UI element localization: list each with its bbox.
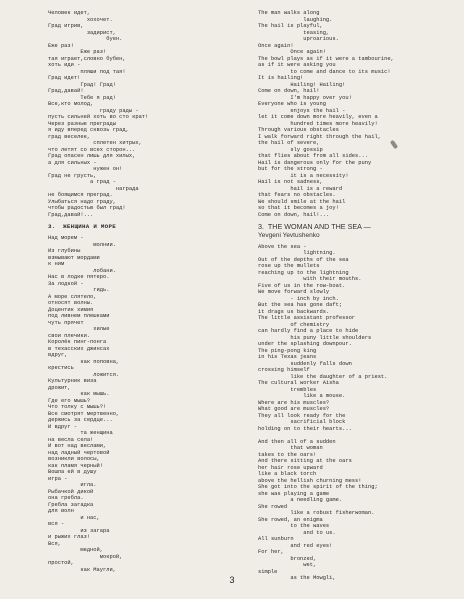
poem-line: She rowed [258, 503, 288, 510]
poem-line: She got into the spirit of the thing; [258, 484, 378, 490]
english-poem-hail [258, 10, 448, 218]
poem-line: And there sitting at the oars [258, 458, 352, 464]
poem-line: to come and dance to its music! [258, 68, 391, 75]
poem-line: But the sea has gone daft; [258, 302, 343, 308]
poem-line: хоть иди - [48, 62, 81, 68]
poem-line: а град - [48, 179, 116, 185]
english-poem-heading: 3. THE WOMAN AND THE SEA — [258, 222, 371, 231]
poem-line: Through various obstacles [258, 127, 339, 133]
poem-line: She rowed, an enigma [258, 516, 323, 523]
poem-line: above the hellish churning mess! [258, 477, 362, 484]
poem-line: Гребла загадка [48, 501, 94, 508]
poem-line: Град опасен лишь для хилых, [48, 153, 136, 159]
poem-line: Five of us in the row-boat. [258, 282, 346, 289]
poem-line: rose up the mullets [258, 263, 320, 269]
poem-line: мокрой, [48, 553, 123, 560]
poem-line: Все смотрят мертвенно, [48, 410, 120, 417]
poem-line: к ним [48, 261, 65, 267]
poem-line: uproarious. [258, 36, 339, 42]
poem-line: лобани. [48, 267, 116, 274]
poem-line: Hail is not sadness, [258, 179, 323, 185]
poem-line: hundred times more heavily! [258, 120, 378, 127]
poem-line: can hardly find a place to hide [258, 328, 359, 334]
poem-line: пусть сильней хоть во сто крат! [48, 114, 149, 120]
poem-line: она гребла. [48, 495, 84, 501]
poem-line: laughing. [258, 16, 333, 23]
poem-line: а для сильных - [48, 159, 97, 166]
poem-line: Град не грусть, [48, 172, 97, 179]
poem-line: я иду вперед сквозь град, [48, 127, 129, 133]
poem-line: that woman [258, 445, 323, 451]
poem-line: she was playing a game [258, 490, 330, 497]
poem-line: It is hailing! [258, 75, 304, 81]
poem-line: that flies about from all sides... [258, 153, 368, 159]
poem-line: Тебе я рад! [48, 94, 116, 101]
poem-line: пляши под тая! [48, 68, 126, 75]
poem-line: For her, [258, 549, 284, 555]
poem-line: Над морем - [48, 235, 84, 241]
poem-line: that fears no obstacles. [258, 192, 336, 198]
poem-line: свои плечики. [48, 332, 91, 339]
poem-line: to the waves [258, 523, 330, 529]
poem-line: like a black torch [258, 471, 317, 477]
poem-line: sly gossip [258, 146, 323, 153]
poem-line: We move forward slowly [258, 289, 330, 295]
poem-line: и нас, [48, 514, 100, 521]
poem-line: За лодкой - [48, 280, 84, 287]
poem-line: takes to the oars! [258, 451, 317, 458]
poem-line: simple [258, 568, 278, 575]
poem-line: на весла села! [48, 436, 94, 443]
english-column [258, 10, 448, 582]
poem-line: Out of the depths of the sea [258, 256, 349, 263]
poem-line: hail is a reward [258, 185, 343, 192]
poem-line: reaching up to the lightning [258, 269, 349, 276]
poem-line: игра - [48, 475, 68, 482]
poem-line: крестись [48, 365, 74, 371]
poem-line: Where are his muscles? [258, 399, 330, 406]
poem-line: гидь. [48, 287, 110, 293]
poem-line: игла. [48, 482, 97, 488]
poem-line: The man walks along [258, 10, 320, 16]
poem-line: Все,кто молод, [48, 101, 94, 107]
poem-line: И вдруг - [48, 423, 78, 430]
poem-line: bronzed, [258, 555, 317, 562]
poem-line: Человек идет, [48, 10, 91, 16]
poem-line: в техасских джинсах [48, 345, 110, 352]
poem-line: медной, [48, 547, 103, 553]
poem-line: it drags us backwards. [258, 308, 330, 315]
poem-line: и рыжих глаз! [48, 534, 91, 540]
poem-line: Град игрив, [48, 23, 84, 29]
poem-line: a needling game. [258, 497, 343, 503]
poem-line: suddenly falls down [258, 360, 352, 367]
poem-line: let it come down more heavily, even a [258, 114, 378, 120]
poem-line: для волн [48, 508, 74, 514]
poem-line: взмывают мордами [48, 254, 100, 261]
poem-line: it is a necessity! [258, 172, 349, 179]
poem-line: We should smile at the hail [258, 198, 346, 205]
poem-line: The little assistant professor [258, 315, 356, 321]
poem-line: хохочет. [48, 16, 113, 23]
poem-line: как поповна, [48, 358, 120, 365]
poem-line: And then all of a sudden [258, 438, 336, 445]
poem-line: как мышь. [48, 391, 110, 397]
poem-line: И вот над веслами, [48, 443, 107, 449]
poem-line: so that it becomes a joy! [258, 205, 339, 211]
poem-line: чуть прячет [48, 319, 84, 326]
poem-line: like a robust fisherwoman. [258, 510, 375, 516]
poem-line: держись за сердце... [48, 417, 113, 423]
poem-line: They all look ready for the [258, 412, 346, 419]
poem-line: his puny little shoulders [258, 334, 372, 341]
poem-line: Once again! [258, 49, 326, 55]
poem-line: sacrificial block [258, 419, 346, 425]
poem-line: Культурник виза [48, 378, 97, 384]
poem-line: Вся, [48, 540, 61, 547]
poem-line: - inch by inch. [258, 295, 339, 302]
poem-line: простой, [48, 560, 74, 566]
poem-line: under the splashing downpour. [258, 341, 352, 347]
poem-line: Come on down, hail!... [258, 211, 330, 218]
poem-line: teasing, [258, 29, 330, 36]
poem-line: Everyone who is young [258, 101, 326, 107]
russian-poem-woman-sea [48, 235, 238, 573]
poem-line: in his Texas jeans [258, 354, 317, 360]
poem-line: нужен он! [48, 166, 123, 172]
poem-line: as if it were asking you [258, 62, 336, 68]
poem-line: The cultural worker Aisha [258, 380, 339, 386]
poem-line: Через разные преграды [48, 120, 116, 127]
poem-line: задирист, [48, 29, 116, 36]
poem-line: вся - [48, 521, 65, 527]
poem-line: Above the sea - [258, 243, 307, 250]
poem-line: Come on down, hail! [258, 88, 320, 94]
poem-line: and to us. [258, 529, 336, 536]
poem-line: не боящимся преград. [48, 192, 113, 198]
poem-line: Где его мышь? [48, 397, 91, 404]
poem-line: Еже раз! [48, 42, 74, 49]
poem-line: Град,давай! [48, 88, 84, 94]
poem-line: буен. [48, 36, 123, 42]
poem-line: Улыбаться надо граду, [48, 198, 116, 205]
poem-line: like a mouse. [258, 393, 346, 399]
poem-line: молнии. [48, 241, 116, 248]
poem-line: вдруг, [48, 352, 68, 358]
poem-line: crossing himself [258, 367, 310, 373]
russian-column [48, 10, 238, 573]
poem-line: как Маугли, [48, 566, 116, 573]
poem-line: I'm happy over you! [258, 94, 352, 101]
poem-line: holding on to their hearts... [258, 425, 352, 432]
poem-line: All sunburn [258, 536, 294, 542]
poem-line: тая играет,словно бубен, [48, 55, 126, 62]
poem-line: Рыбачкой дикой [48, 488, 94, 495]
poem-line: относят волны. [48, 300, 94, 306]
poem-line: with their mouths. [258, 276, 362, 282]
poem-line: like the daughter of a priest. [258, 373, 388, 380]
poem-line: and red eyes! [258, 542, 333, 549]
poem-line: I walk forward right through the hail, [258, 133, 381, 140]
poem-line: Доцентик химия [48, 306, 94, 313]
poem-line: but for the strong - [258, 166, 323, 172]
english-poem-woman-sea [258, 244, 448, 582]
poem-line: The ping-pong king [258, 347, 317, 354]
poem-line: Град! Град! [48, 81, 116, 88]
poem-line: хилые [48, 326, 110, 332]
page-number: 3 [229, 575, 235, 585]
poem-line: дрожит, [48, 384, 71, 391]
poem-line: под ливнем плешками [48, 313, 110, 319]
poem-line: из загара [48, 527, 110, 534]
poem-line: of chemistry [258, 321, 330, 328]
poem-line: сплетен хитрых, [48, 140, 142, 146]
russian-poem-heading: 3. ЖЕНЩИНА И МОРЕ [48, 223, 117, 230]
russian-poem-hail [48, 10, 238, 218]
poem-line: Вошла ей в душу [48, 469, 97, 475]
poem-line: Из глубины [48, 248, 81, 254]
poem-line: her hair rose upward [258, 464, 323, 471]
poem-line: Град,давай!... [48, 211, 94, 218]
poem-line: What good are muscles? [258, 406, 330, 412]
poem-line: the hail of severe, [258, 140, 320, 146]
poem-line: lightning. [258, 250, 336, 256]
poem-line: Hailing! Hailing! [258, 81, 346, 88]
english-poem-author: Yevgeni Yevtushenko [258, 231, 320, 239]
poem-line: награда [48, 185, 139, 192]
poem-line: Королёк пинг-понга [48, 339, 107, 345]
poem-line: над ладный чертовой [48, 449, 110, 456]
poem-line: та женщина [48, 430, 113, 436]
poem-line: Hail is dangerous only for the puny [258, 159, 372, 166]
poem-line: trembles [258, 386, 317, 393]
poem-line: граду рады - [48, 107, 139, 114]
poem-line: Град идет! [48, 75, 81, 81]
poem-line: Once again! [258, 42, 294, 49]
poem-line: ложится. [48, 371, 120, 378]
poem-line: Нас в лодке пятеро. [48, 274, 110, 280]
poem-line: The bowl plays as if it were a tambourine, [258, 55, 394, 62]
poem-line: Еже раз! [48, 49, 107, 55]
poem-line: The hail is playful, [258, 23, 323, 29]
poem-line: Что толку с мышь?! [48, 404, 107, 410]
poem-line: чтобы радостью был град! [48, 205, 126, 211]
poem-line: enjoys the hail - [258, 107, 346, 114]
poem-line: как пламя черный! [48, 462, 103, 469]
poem-line: as the Mowgli, [258, 575, 336, 581]
poem-line: А море слятело, [48, 293, 97, 300]
poem-line: wet, [258, 562, 317, 568]
poem-line: град веселее, [48, 133, 91, 140]
poem-line: возникли волосы, [48, 456, 100, 462]
poem-line: что летят со всех сторон... [48, 146, 136, 153]
